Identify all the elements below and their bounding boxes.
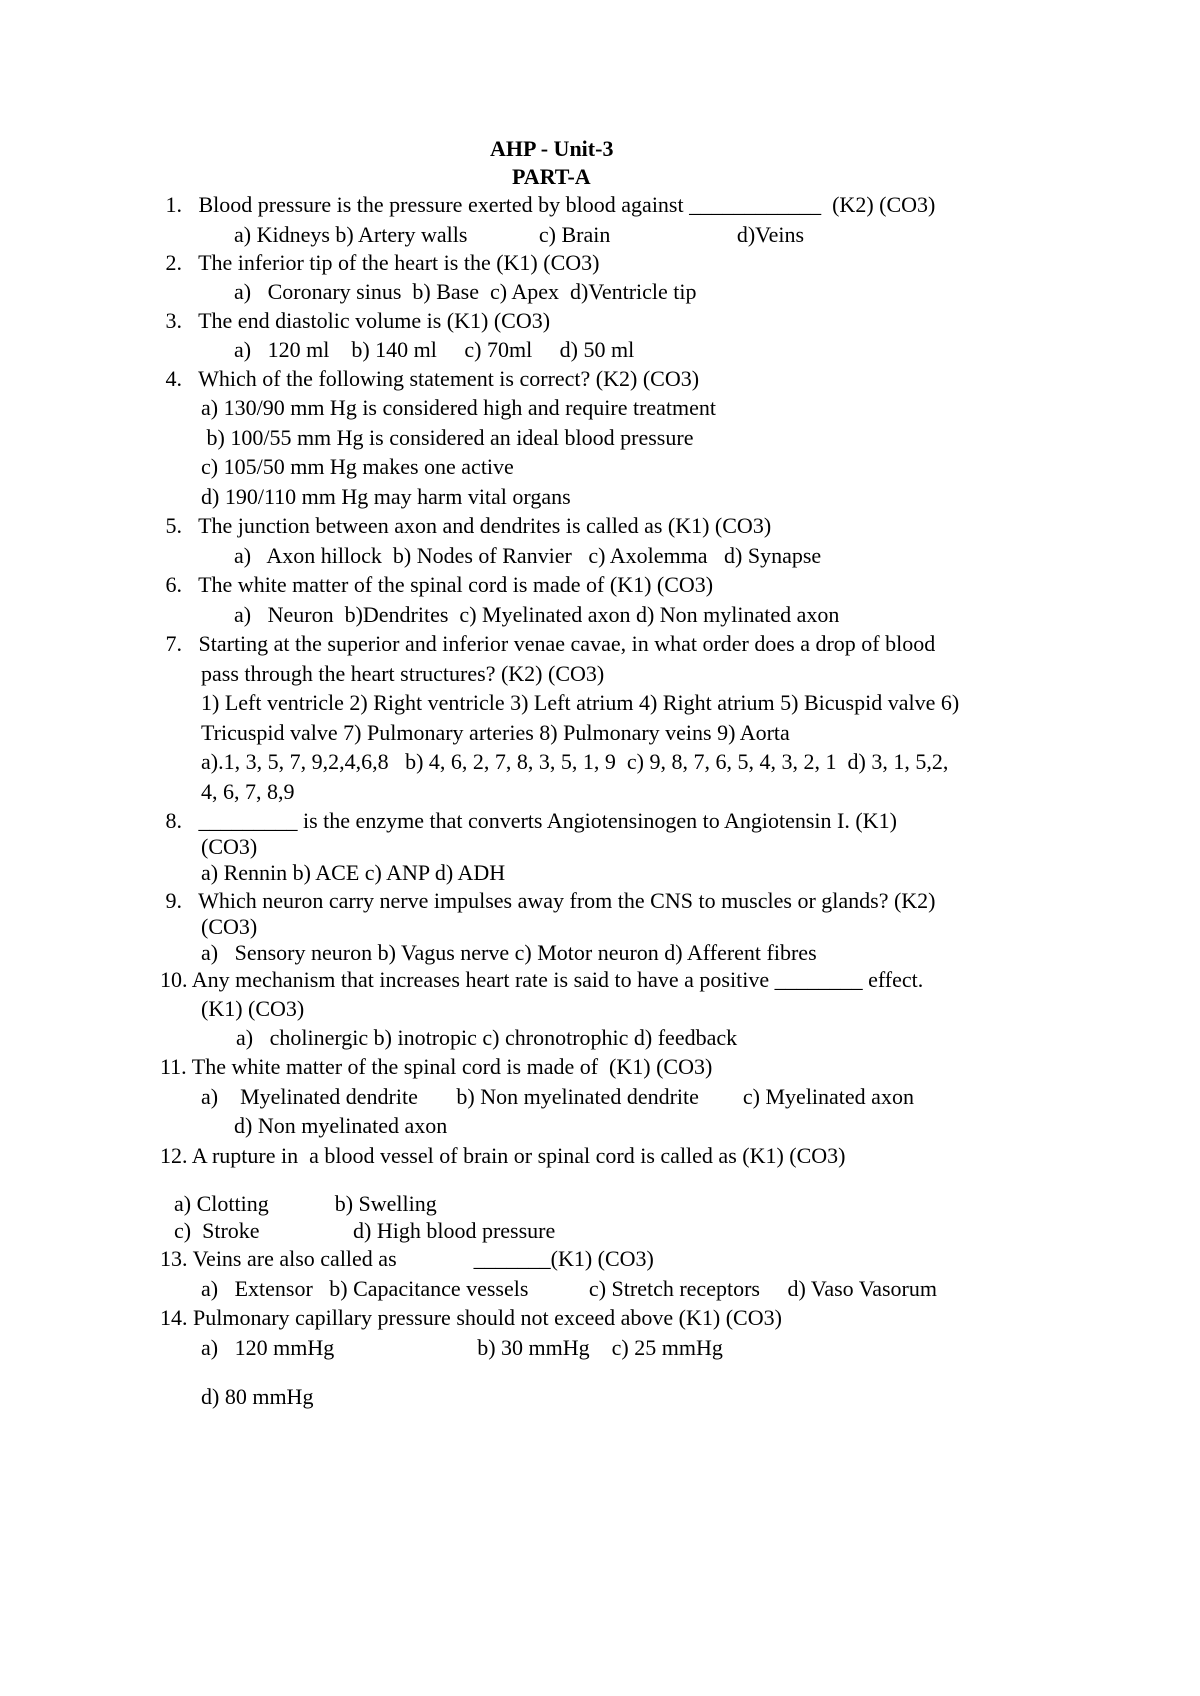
question-2-options: a) Coronary sinus b) Base c) Apex d)Ventricle tip [234,279,697,304]
question-11-options-continued: d) Non myelinated axon [234,1113,448,1138]
question-14-options: a) 120 mmHg b) 30 mmHg c) 25 mmHg [201,1335,723,1360]
question-9-options: a) Sensory neuron b) Vagus nerve c) Motor neuron d) Afferent fibres [201,940,817,965]
question-6: 6. The white matter of the spinal cord is made of (K1) (CO3) [160,572,714,597]
question-4-option-c: c) 105/50 mm Hg makes one active [201,454,514,479]
question-10-options: a) cholinergic b) inotropic c) chronotrophic d) feedback [236,1025,738,1050]
question-8-continued: (CO3) [201,834,258,859]
question-7-options-continued: 4, 6, 7, 8,9 [201,779,295,804]
question-7-options: a).1, 3, 5, 7, 9,2,4,6,8 b) 4, 6, 2, 7, 8, 3, 5, 1, 9 c) 9, 8, 7, 6, 5, 4, 3, 2, 1 d) 3, 1, 5,2, [201,749,949,774]
part-heading: PART-A [512,164,591,189]
document-title: AHP - Unit-3 [490,136,614,161]
question-5-options: a) Axon hillock b) Nodes of Ranvier c) Axolemma d) Synapse [234,543,822,568]
question-8-options: a) Rennin b) ACE c) ANP d) ADH [201,860,506,885]
question-1: 1. Blood pressure is the pressure exerted by blood against ____________ (K2) (CO3) [160,192,936,217]
question-9-continued: (CO3) [201,914,258,939]
question-4-option-a: a) 130/90 mm Hg is considered high and require treatment [201,395,717,420]
question-3: 3. The end diastolic volume is (K1) (CO3) [160,308,551,333]
question-11: 11. The white matter of the spinal cord is made of (K1) (CO3) [160,1054,713,1079]
question-5: 5. The junction between axon and dendrites is called as (K1) (CO3) [160,513,772,538]
question-7-continued: pass through the heart structures? (K2) (CO3) [201,661,605,686]
question-3-options: a) 120 ml b) 140 ml c) 70ml d) 50 ml [234,337,635,362]
question-13: 13. Veins are also called as _______(K1) (CO3) [160,1246,654,1271]
question-7-structures: 1) Left ventricle 2) Right ventricle 3) Left atrium 4) Right atrium 5) Bicuspid valve 6) [201,690,960,715]
question-13-options: a) Extensor b) Capacitance vessels c) Stretch receptors d) Vaso Vasorum [201,1276,937,1301]
question-8: 8. _________ is the enzyme that converts Angiotensinogen to Angiotensin I. (K1) [160,808,897,833]
question-14: 14. Pulmonary capillary pressure should not exceed above (K1) (CO3) [160,1305,782,1330]
question-7: 7. Starting at the superior and inferior venae cavae, in what order does a drop of blood [160,631,936,656]
question-12-options-cd: c) Stroke d) High blood pressure [174,1218,556,1243]
question-11-options: a) Myelinated dendrite b) Non myelinated dendrite c) Myelinated axon [201,1084,914,1109]
question-1-options: a) Kidneys b) Artery walls c) Brain d)Veins [234,222,805,247]
question-12-options-ab: a) Clotting b) Swelling [174,1191,437,1216]
question-10-continued: (K1) (CO3) [201,996,305,1021]
question-2: 2. The inferior tip of the heart is the (K1) (CO3) [160,250,600,275]
question-4-option-b: b) 100/55 mm Hg is considered an ideal blood pressure [201,425,694,450]
question-10: 10. Any mechanism that increases heart rate is said to have a positive ________ effect. [160,967,924,992]
question-14-option-d: d) 80 mmHg [201,1384,314,1409]
question-4: 4. Which of the following statement is correct? (K2) (CO3) [160,366,700,391]
question-12: 12. A rupture in a blood vessel of brain or spinal cord is called as (K1) (CO3) [160,1143,846,1168]
question-6-options: a) Neuron b)Dendrites c) Myelinated axon d) Non mylinated axon [234,602,840,627]
question-9: 9. Which neuron carry nerve impulses away from the CNS to muscles or glands? (K2) [160,888,936,913]
question-4-option-d: d) 190/110 mm Hg may harm vital organs [201,484,571,509]
question-7-structures-continued: Tricuspid valve 7) Pulmonary arteries 8) Pulmonary veins 9) Aorta [201,720,790,745]
